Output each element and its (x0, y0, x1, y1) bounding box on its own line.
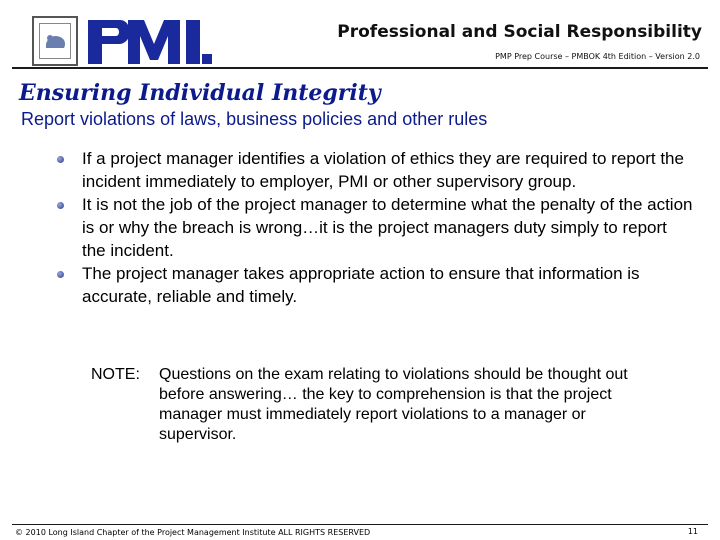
slide-subheading: Report violations of laws, business policies and other rules (21, 109, 488, 129)
bullet-item (55, 262, 695, 308)
footer-copyright: © 2010 Long Island Chapter of the Project Management Institute ALL RIGHTS RESERVED (15, 528, 371, 537)
bullet-text: The project manager takes appropriate action to ensure that information is accurate, reliable and timely. (82, 264, 640, 306)
page-number: 11 (687, 527, 698, 536)
logo-area (12, 12, 216, 68)
chapter-seal-icon (32, 16, 78, 66)
bullet-text: It is not the job of the project manager to determine what the penalty of the action is or why the breach is wrong…it is the project managers duty simply to report the incident. (82, 195, 693, 260)
note-text: Questions on the exam relating to violations should be thought out before answering… the key to comprehension is that the project manager must immediately report violations to a manager or supervisor. (159, 366, 628, 443)
slide-heading: Ensuring Individual Integrity (19, 80, 381, 106)
footer-divider (12, 524, 708, 525)
note-label: NOTE: (91, 366, 140, 383)
bullet-icon (57, 156, 64, 163)
header-title: Professional and Social Responsibility (337, 22, 702, 42)
bullet-item (55, 193, 695, 262)
bullet-icon (57, 202, 64, 209)
bullet-icon (57, 271, 64, 278)
header-divider (12, 67, 708, 69)
header-subtitle: PMP Prep Course – PMBOK 4th Edition – Version 2.0 (495, 52, 700, 61)
bullet-list (55, 147, 695, 308)
bullet-item (55, 147, 695, 193)
bullet-text: If a project manager identifies a violation of ethics they are required to report the incident immediately to employer, PMI or other supervisory group. (82, 149, 684, 191)
pmi-logo-icon (84, 14, 214, 68)
